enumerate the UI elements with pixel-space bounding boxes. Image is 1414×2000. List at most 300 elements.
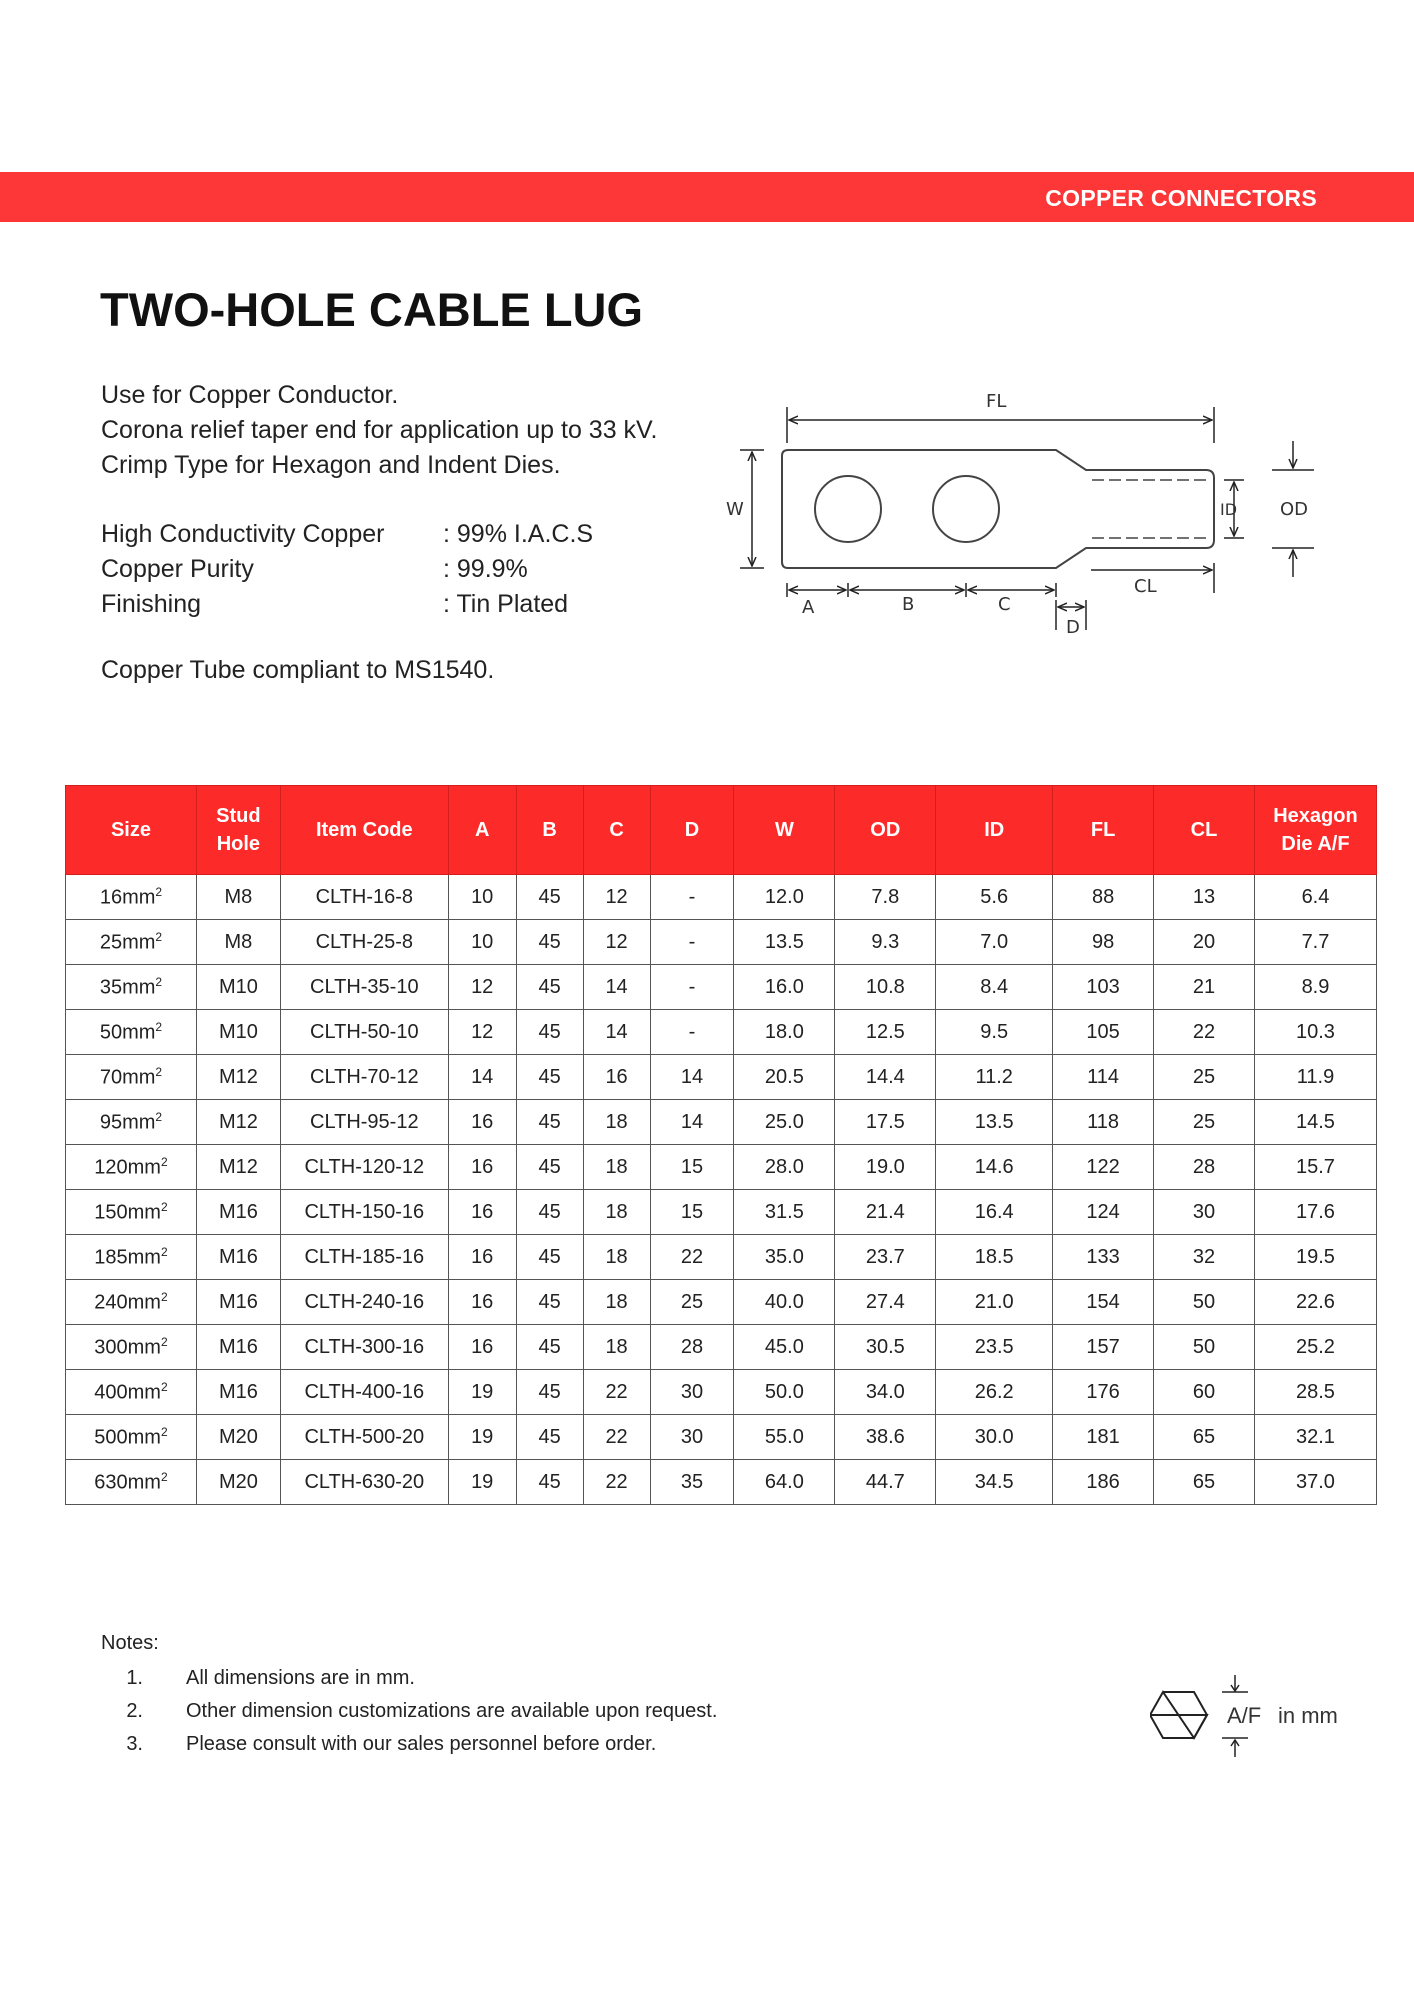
cell-value: 22 [680,1245,704,1268]
cell-value: 300mm [94,1336,161,1359]
table-cell [1254,1100,1376,1145]
table-cell [196,1460,280,1505]
table-cell [448,920,516,965]
cell-value: 19.0 [865,1155,905,1178]
table-cell [650,1370,734,1415]
table-cell [1154,1235,1255,1280]
table-cell [280,965,448,1010]
table-cell [650,1235,734,1280]
table-cell [583,920,650,965]
table-cell [650,1010,734,1055]
cell-value: 23.7 [865,1245,905,1268]
spec-row [101,587,593,622]
table-cell [1254,1370,1376,1415]
cell-value: 185mm [94,1246,161,1269]
table-cell [583,1415,650,1460]
cell-value: 8.4 [980,975,1009,998]
cell-value: 10 [471,885,494,908]
cell-value: 17.5 [865,1110,905,1133]
table-cell [936,1010,1053,1055]
cell-value: 45 [538,1110,561,1133]
cell-value: 16 [471,1155,494,1178]
table-cell [1154,1460,1255,1505]
cell-value: 45 [538,1425,561,1448]
cell-value: 19.5 [1296,1245,1335,1268]
cell-value: 25mm [99,931,156,954]
spec-value: : Tin Plated [443,590,569,618]
table-cell [734,1370,835,1415]
spec-row [101,517,593,552]
stud-hole-1 [815,476,881,542]
cell-value: 10.3 [1296,1020,1335,1043]
cell-value: 14.5 [1296,1110,1335,1133]
table-cell [734,1415,835,1460]
cell-value: 19 [471,1470,494,1493]
table-cell [280,1190,448,1235]
cell-value: 16 [471,1245,494,1268]
table-row [66,1100,1377,1145]
note-number: 3. [126,1733,143,1755]
table-cell [280,1325,448,1370]
table-cell [936,1190,1053,1235]
cell-value: M10 [218,975,258,998]
table-cell [448,1190,516,1235]
table-cell [1053,1055,1154,1100]
cell-value: 240mm [94,1291,161,1314]
table-cell [448,1145,516,1190]
cell-value: 18 [605,1245,628,1268]
table-cell [734,1100,835,1145]
table-cell [1154,1145,1255,1190]
cell-value: 16.4 [974,1200,1014,1223]
cell-value: 16 [471,1335,494,1358]
note-number: 2. [126,1700,143,1722]
table-cell [1053,875,1154,920]
unit-superscript: 2 [160,1154,168,1169]
unit-superscript: 2 [160,1334,168,1349]
cell-value: 32 [1192,1245,1216,1268]
cell-value: 157 [1086,1335,1120,1358]
unit-superscript: 2 [155,1064,163,1079]
col-header: W [734,786,835,875]
table-cell [66,875,197,920]
table-cell [66,1325,197,1370]
table-cell [734,920,835,965]
table-cell [734,965,835,1010]
table-cell [650,1190,734,1235]
cell-value: 13 [1192,885,1216,908]
cell-value: 45 [538,975,561,998]
cell-value: 35.0 [764,1245,804,1268]
cell-value: 45 [538,1155,561,1178]
table-cell [1254,1190,1376,1235]
table-cell [66,1460,197,1505]
table-row [66,1280,1377,1325]
table-cell [66,1370,197,1415]
spec-label: Finishing [101,590,202,618]
table-cell [448,875,516,920]
table-cell [734,1280,835,1325]
cell-value: 186 [1086,1470,1120,1493]
table-cell [734,1235,835,1280]
cell-value: 12 [471,975,494,998]
cell-value: 12 [471,1020,494,1043]
cell-value: CLTH-70-12 [310,1065,419,1088]
table-cell [650,1415,734,1460]
cell-value: 27.4 [865,1290,905,1313]
cell-value: 16 [471,1200,494,1223]
cell-value: CLTH-120-12 [304,1155,425,1178]
cell-value: 34.0 [865,1380,905,1403]
table-cell [280,1055,448,1100]
cell-value: 9.3 [871,930,900,953]
table-cell [1254,1325,1376,1370]
cell-value: 45 [538,930,561,953]
cell-value: 30 [1192,1200,1216,1223]
cell-value: 8.9 [1301,975,1330,998]
table-cell [1154,965,1255,1010]
cell-value: 19 [471,1380,494,1403]
cell-value: CLTH-185-16 [304,1245,425,1268]
cell-value: 14 [605,975,628,998]
table-cell [936,1145,1053,1190]
unit-superscript: 2 [155,929,163,944]
table-cell [448,1100,516,1145]
table-cell [650,1145,734,1190]
unit-superscript: 2 [160,1469,168,1484]
intro-text [101,378,657,483]
table-cell [1053,1100,1154,1145]
table-cell [936,875,1053,920]
intro-line: Crimp Type for Hexagon and Indent Dies. [101,451,561,479]
table-cell [516,1055,583,1100]
cell-value: 35 [680,1470,704,1493]
cell-value: 21.4 [865,1200,905,1223]
table-cell [448,1235,516,1280]
stud-hole-2 [933,476,999,542]
cell-value: 14 [471,1065,494,1088]
cell-value: M20 [218,1425,258,1448]
table-cell [196,1190,280,1235]
table-cell [66,1235,197,1280]
cell-value: 14.4 [865,1065,905,1088]
cell-value: 50mm [99,1021,156,1044]
unit-superscript: 2 [155,1019,163,1034]
table-cell [936,1100,1053,1145]
af-label: A/F [1227,1703,1262,1728]
table-cell [1053,1010,1154,1055]
cell-value: 14 [680,1110,704,1133]
cell-value: CLTH-240-16 [304,1290,425,1313]
table-cell [835,920,936,965]
table-cell [66,1100,197,1145]
table-cell [1053,920,1154,965]
table-cell [280,1280,448,1325]
table-cell [280,1100,448,1145]
cell-value: 12.5 [865,1020,905,1043]
table-cell [66,965,197,1010]
notes-section [101,1632,717,1766]
cell-value: 55.0 [764,1425,804,1448]
table-row [66,920,1377,965]
spec-label: High Conductivity Copper [101,520,385,548]
cell-value: M20 [218,1470,258,1493]
cell-value: 45 [538,1200,561,1223]
cell-value: 5.6 [980,885,1009,908]
table-cell [516,1100,583,1145]
table-cell [734,1190,835,1235]
table-cell [516,1370,583,1415]
table-cell [936,1280,1053,1325]
cell-value: 50 [1192,1290,1216,1313]
cell-value: M16 [218,1200,258,1223]
note-text: Please consult with our sales personnel before order. [186,1733,657,1755]
table-cell [650,1280,734,1325]
table-cell [583,1100,650,1145]
cell-value: 45 [538,885,561,908]
table-cell [1053,1190,1154,1235]
cell-value: - [688,885,696,908]
b-label: B [902,594,915,615]
cell-value: 22.6 [1296,1290,1335,1313]
table-cell [1154,1280,1255,1325]
table-cell [1254,965,1376,1010]
table-cell [66,920,197,965]
table-cell [280,1235,448,1280]
cell-value: 45 [538,1065,561,1088]
id-label: ID [1220,500,1238,519]
cell-value: 38.6 [865,1425,905,1448]
table-cell [734,1055,835,1100]
cell-value: - [688,975,696,998]
table-cell [1254,1235,1376,1280]
table-cell [280,920,448,965]
unit-superscript: 2 [160,1379,168,1394]
cell-value: 120mm [94,1156,161,1179]
table-cell [936,1325,1053,1370]
cell-value: 45 [538,1245,561,1268]
table-cell [583,1280,650,1325]
col-header: ID [936,786,1053,875]
d-label: D [1066,617,1080,638]
intro-line: Corona relief taper end for application up to 33 kV. [101,416,658,444]
cable-lug-diagram [716,385,1346,645]
table-cell [1154,1190,1255,1235]
cell-value: 20 [1192,930,1216,953]
cell-value: - [688,930,696,953]
cell-value: 40.0 [764,1290,804,1313]
cell-value: 35mm [99,976,156,999]
cell-value: M12 [218,1065,258,1088]
cell-value: 45 [538,1470,561,1493]
col-header: FL [1053,786,1154,875]
table-cell [66,1190,197,1235]
table-cell [448,1415,516,1460]
cell-value: 25 [1192,1110,1216,1133]
col-header: Stud Hole [196,786,280,875]
cell-value: 9.5 [980,1020,1009,1043]
table-cell [516,875,583,920]
cell-value: 88 [1091,885,1115,908]
cell-value: CLTH-95-12 [310,1110,419,1133]
table-cell [734,1010,835,1055]
cell-value: 18 [605,1290,628,1313]
table-cell [1053,1235,1154,1280]
cell-value: 15 [680,1200,704,1223]
table-cell [1053,1325,1154,1370]
cell-value: M8 [224,885,253,908]
a-label: A [802,597,815,618]
cell-value: 44.7 [865,1470,905,1493]
table-row [66,1055,1377,1100]
table-cell [448,1010,516,1055]
cell-value: 150mm [94,1201,161,1224]
cell-value: 45 [538,1380,561,1403]
table-cell [1154,1325,1255,1370]
table-cell [196,1325,280,1370]
cell-value: M12 [218,1155,258,1178]
cell-value: 6.4 [1301,885,1330,908]
table-row [66,1460,1377,1505]
cell-value: 17.6 [1296,1200,1335,1223]
table-cell [835,1325,936,1370]
spec-value: : 99% I.A.C.S [443,520,594,548]
cell-value: 28.5 [1296,1380,1335,1403]
cell-value: 50 [1192,1335,1216,1358]
note-item [101,1733,717,1756]
table-cell [583,1145,650,1190]
table-row [66,1325,1377,1370]
table-cell [516,1280,583,1325]
table-cell [650,1325,734,1370]
cell-value: 45 [538,1335,561,1358]
col-header: C [583,786,650,875]
table-cell [1154,875,1255,920]
cell-value: 28 [680,1335,704,1358]
cl-label: CL [1134,576,1157,597]
cell-value: 18 [605,1110,628,1133]
table-cell [936,1415,1053,1460]
cell-value: 14 [605,1020,628,1043]
cell-value: 133 [1086,1245,1120,1268]
table-cell [835,1280,936,1325]
cell-value: 65 [1192,1425,1216,1448]
table-cell [1154,920,1255,965]
table-cell [196,1100,280,1145]
note-item [101,1700,717,1723]
table-cell [650,1100,734,1145]
cell-value: 28 [1192,1155,1216,1178]
table-cell [835,875,936,920]
hexagon-af-icon [1150,1665,1370,1765]
cell-value: 16mm [99,886,156,909]
cell-value: 176 [1086,1380,1120,1403]
cell-value: CLTH-400-16 [304,1380,425,1403]
table-cell [1053,1280,1154,1325]
table-cell [734,875,835,920]
cell-value: 22 [1192,1020,1216,1043]
cell-value: M16 [218,1290,258,1313]
table-cell [516,920,583,965]
cell-value: 15.7 [1296,1155,1335,1178]
cell-value: M8 [224,930,253,953]
cell-value: 10 [471,930,494,953]
cell-value: 154 [1086,1290,1120,1313]
cell-value: 20.5 [764,1065,804,1088]
table-cell [650,875,734,920]
material-specs [101,517,593,622]
table-cell [66,1055,197,1100]
cell-value: 13.5 [764,930,804,953]
cell-value: 630mm [94,1471,161,1494]
cell-value: CLTH-25-8 [315,930,414,953]
cell-value: 21.0 [974,1290,1014,1313]
col-header: Size [66,786,197,875]
table-cell [835,1235,936,1280]
cell-value: 118 [1087,1110,1120,1133]
cell-value: 32.1 [1296,1425,1335,1448]
compliance-note: Copper Tube compliant to MS1540. [101,656,495,684]
cell-value: 14.6 [974,1155,1014,1178]
cell-value: 400mm [94,1381,161,1404]
cell-value: 25 [680,1290,704,1313]
table-cell [583,1370,650,1415]
table-row [66,1235,1377,1280]
table-cell [196,1415,280,1460]
table-cell [1254,1145,1376,1190]
table-cell [1154,1010,1255,1055]
cell-value: CLTH-35-10 [310,975,419,998]
col-header: Item Code [280,786,448,875]
table-cell [650,1055,734,1100]
table-cell [448,1370,516,1415]
table-row [66,965,1377,1010]
intro-line: Use for Copper Conductor. [101,381,399,409]
cell-value: 10.8 [865,975,905,998]
table-cell [583,965,650,1010]
unit-superscript: 2 [160,1244,168,1259]
cell-value: M10 [218,1020,258,1043]
col-header: Hexagon Die A/F [1254,786,1376,875]
cell-value: CLTH-630-20 [304,1470,425,1493]
col-header: D [650,786,734,875]
table-cell [516,1325,583,1370]
unit-superscript: 2 [160,1289,168,1304]
table-cell [1254,1010,1376,1055]
table-cell [196,1055,280,1100]
table-cell [196,920,280,965]
table-cell [835,1415,936,1460]
cell-value: 181 [1086,1425,1120,1448]
table-cell [196,965,280,1010]
table-row [66,1370,1377,1415]
table-cell [448,1460,516,1505]
cell-value: 105 [1086,1020,1120,1043]
category-label: COPPER CONNECTORS [1045,185,1317,211]
table-cell [66,1010,197,1055]
cell-value: 45.0 [764,1335,804,1358]
cell-value: - [688,1020,696,1043]
table-cell [1254,920,1376,965]
cell-value: 7.0 [980,930,1009,953]
dimensions-table [65,785,1377,1505]
spec-label: Copper Purity [101,555,254,583]
table-row [66,1415,1377,1460]
fl-label: FL [986,391,1007,412]
cell-value: CLTH-300-16 [304,1335,425,1358]
table-header-row [66,786,1377,875]
col-header: CL [1154,786,1255,875]
